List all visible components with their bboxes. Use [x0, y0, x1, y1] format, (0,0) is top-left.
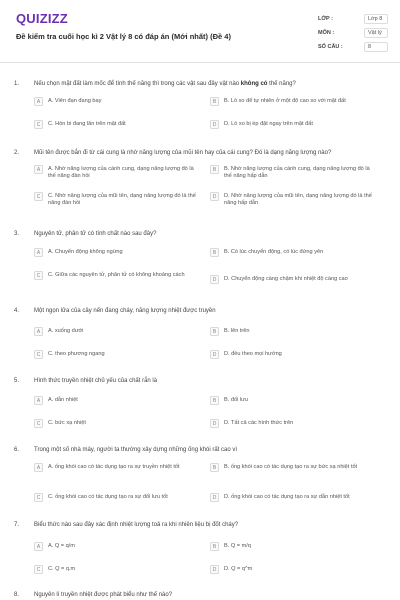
quiz-title: Đề kiểm tra cuối học kì 2 Vật lý 8 có đáp án (Mới nhất) (Đề 4) [16, 32, 231, 41]
option-a[interactable] [34, 98, 198, 106]
question-1 [0, 80, 400, 128]
question-text: Một ngọn lửa của cây nến đang cháy, năng lượng nhiệt được truyền [34, 308, 216, 314]
question-number: 7. [14, 522, 20, 528]
option-a[interactable] [34, 397, 198, 405]
option-letter-box: A [34, 165, 43, 174]
option-d[interactable] [210, 276, 374, 284]
option-letter-box: B [210, 396, 219, 405]
option-c[interactable] [34, 121, 198, 129]
option-letter-box: A [34, 542, 43, 551]
option-text: A. Nhờ năng lượng của cánh cung, dạng năng lượng đó là thế năng đàn hồi [48, 166, 194, 179]
option-letter-box: D [210, 565, 219, 574]
option-letter-box: A [34, 396, 43, 405]
question-text: Nguyên lí truyền nhiệt được phát biểu như thế nào? [34, 592, 173, 598]
option-c[interactable] [34, 420, 198, 428]
option-a[interactable] [34, 328, 198, 336]
option-a[interactable] [34, 464, 198, 472]
option-letter-box: B [210, 542, 219, 551]
option-d[interactable] [210, 193, 374, 207]
option-text: D. Lò xo bị ép đặt ngay trên mặt đất [224, 121, 313, 127]
quiz-meta [318, 12, 388, 54]
option-letter-box: C [34, 192, 43, 201]
option-letter-box: A [34, 463, 43, 472]
question-text: Nếu chọn mặt đất làm mốc để tính thế năng thì trong các vật sau đây vật nào không có thế năng? [34, 81, 296, 87]
meta-label-count: SỐ CÂU : [318, 44, 343, 50]
option-text: C. Giữa các nguyên tử, phân tử có không khoảng cách [48, 272, 185, 278]
option-letter-box: D [210, 275, 219, 284]
option-c[interactable] [34, 566, 198, 574]
question-5 [0, 377, 400, 427]
option-b[interactable] [210, 328, 374, 336]
option-a[interactable] [34, 166, 198, 180]
question-2 [0, 149, 400, 206]
option-d[interactable] [210, 494, 374, 502]
option-b[interactable] [210, 464, 374, 472]
option-letter-box: B [210, 248, 219, 257]
option-letter-box: B [210, 165, 219, 174]
option-letter-box: C [34, 419, 43, 428]
option-letter-box: A [34, 327, 43, 336]
option-letter-box: D [210, 350, 219, 359]
worksheet-header [0, 0, 400, 60]
option-d[interactable] [210, 420, 374, 428]
option-b[interactable] [210, 397, 374, 405]
option-b[interactable] [210, 166, 374, 180]
question-number: 8. [14, 592, 20, 598]
option-b[interactable] [210, 543, 374, 551]
option-d[interactable] [210, 351, 374, 359]
option-letter-box: D [210, 419, 219, 428]
option-c[interactable] [34, 351, 198, 359]
option-letter-box: C [34, 350, 43, 359]
question-number: 1. [14, 81, 20, 87]
option-letter-box: D [210, 493, 219, 502]
option-letter-box: C [34, 120, 43, 129]
question-text: Hình thức truyền nhiệt chủ yếu của chất rắn là [34, 378, 158, 384]
meta-label-class: LỚP : [318, 16, 333, 22]
question-4 [0, 307, 400, 358]
question-7 [0, 521, 400, 573]
option-text: B. lên trên [224, 328, 250, 334]
option-text: C. ống khói cao có tác dụng tạo ra sự đối lưu tốt [48, 494, 168, 500]
option-text: A. Chuyển động không ngừng [48, 249, 123, 255]
option-b[interactable] [210, 98, 374, 106]
question-number: 6. [14, 447, 20, 453]
option-text: B. Có lúc chuyển động, có lúc đứng yên [224, 249, 324, 255]
meta-value-class: Lớp 8 [364, 14, 388, 24]
option-text: D. Q = q^m [224, 566, 253, 572]
option-c[interactable] [34, 272, 198, 280]
option-text: A. Viên đạn đang bay [48, 98, 102, 104]
option-text: B. Nhờ năng lượng của cánh cung, dạng năng lượng đó là thế năng hấp dẫn [224, 166, 370, 179]
meta-row-class [318, 12, 388, 26]
option-text: D. Tất cả các hình thức trên [224, 420, 294, 426]
option-text: D. đều theo mọi hướng [224, 351, 282, 357]
option-text: B. ống khói cao có tác dụng tạo ra sự bức xạ nhiệt tốt [224, 464, 358, 470]
question-text: Nguyên tử, phân tử có tính chất nào sau đây? [34, 231, 157, 237]
option-letter-box: C [34, 271, 43, 280]
question-number: 5. [14, 378, 20, 384]
meta-value-subject: Vật lý [364, 28, 388, 38]
option-text: C. Hòn bi đang lăn trên mặt đất [48, 121, 126, 127]
question-text: Trong một số nhà máy, người ta thường xây dựng những ống khói rất cao vì [34, 447, 238, 453]
option-a[interactable] [34, 543, 198, 551]
meta-row-subject [318, 26, 388, 40]
meta-row-count [318, 40, 388, 54]
option-text: A. ống khói cao có tác dụng tạo ra sự truyền nhiệt tốt [48, 464, 180, 470]
option-text: C. theo phương ngang [48, 351, 105, 357]
option-b[interactable] [210, 249, 374, 257]
option-letter-box: A [34, 97, 43, 106]
option-a[interactable] [34, 249, 198, 257]
question-text: Biểu thức nào sau đây xác định nhiệt lượng toả ra khi nhiên liệu bị đốt cháy? [34, 522, 239, 528]
option-letter-box: D [210, 120, 219, 129]
option-text: C. Nhờ năng lượng của mũi tên, dạng năng lượng đó là thế năng đàn hồi [48, 193, 196, 206]
option-text: D. Nhờ năng lượng của mũi tên, dạng năng lượng đó là thế năng hấp dẫn [224, 193, 372, 206]
option-text: A. xuống dưới [48, 328, 84, 334]
option-letter-box: B [210, 97, 219, 106]
option-letter-box: B [210, 463, 219, 472]
option-letter-box: C [34, 493, 43, 502]
header-divider [0, 62, 400, 63]
question-8 [0, 591, 400, 599]
option-text: C. bức xạ nhiệt [48, 420, 86, 426]
question-number: 4. [14, 308, 20, 314]
option-d[interactable] [210, 566, 374, 574]
option-letter-box: A [34, 248, 43, 257]
meta-value-count: 8 [364, 42, 388, 52]
question-number: 2. [14, 150, 20, 156]
quizizz-logo: QUIZIZZ [16, 11, 68, 26]
option-text: A. Q = q/m [48, 543, 75, 549]
option-text: A. dẫn nhiệt [48, 397, 78, 403]
question-3 [0, 230, 400, 283]
option-letter-box: C [34, 565, 43, 574]
option-c[interactable] [34, 494, 198, 502]
option-c[interactable] [34, 193, 198, 207]
option-text: B. Q = m/q [224, 543, 251, 549]
option-d[interactable] [210, 121, 374, 129]
option-text: D. ống khói cao có tác dụng tạo ra sự dẫn nhiệt tốt [224, 494, 350, 500]
option-text: D. Chuyển động càng chậm khi nhiệt độ càng cao [224, 276, 348, 282]
option-letter-box: D [210, 192, 219, 201]
question-number: 3. [14, 231, 20, 237]
option-text: B. Lò xo để tự nhiên ở một độ cao so với mặt đất [224, 98, 346, 104]
option-letter-box: B [210, 327, 219, 336]
question-6 [0, 446, 400, 501]
option-text: B. đối lưu [224, 397, 248, 403]
meta-label-subject: MÔN : [318, 30, 335, 36]
option-text: C. Q = q.m [48, 566, 76, 572]
question-text: Mũi tên được bắn đi từ cái cung là nhờ năng lượng của mũi tên hay của cái cung? Đó là dạng năng lượng nào? [34, 150, 332, 156]
